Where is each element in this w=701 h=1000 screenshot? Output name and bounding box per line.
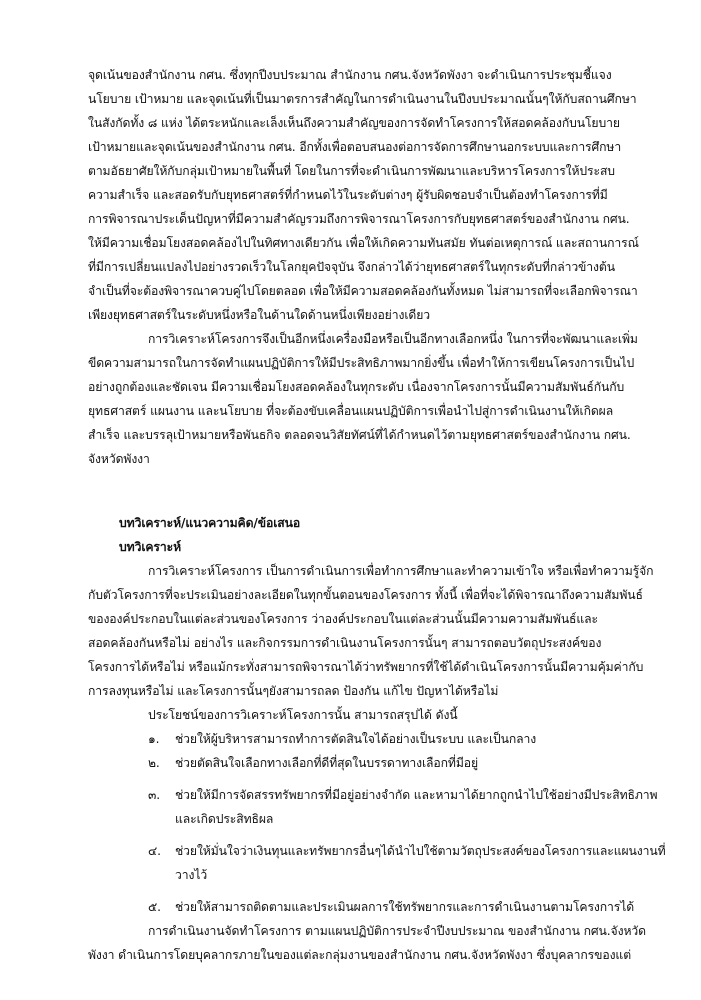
paragraph-2-line: สำเร็จ และบรรลุเป้าหมายหรือพันธกิจ ตลอดจนวิสัยทัศน์ที่ได้กำหนดไว้ตามยุทธศาสตร์ของสำนักงาน กศน. — [88, 428, 631, 442]
benefit-text: ช่วยให้สามารถติดตามและประเมินผลการใช้ทรัพยากรและการดำเนินงานตามโครงการได้ — [175, 900, 635, 914]
paragraph-1-line: ในสังกัดทั้ง ๘ แห่ง ได้ตระหนักและเล็งเห็นถึงความสำคัญของการจัดทำโครงการให้สอดคล้องกับนโยบาย — [88, 116, 620, 130]
paragraph-4-line: การดำเนินงานจัดทำโครงการ ตามแผนปฏิบัติการประจำปีงบประมาณ ของสำนักงาน กศน.จังหวัด — [148, 924, 646, 938]
paragraph-1-line: จุดเน้นของสำนักงาน กศน. ซึ่งทุกปีงบประมาณ สำนักงาน กศน.จังหวัดพังงา จะดำเนินการประชุมชี้แจง — [88, 68, 612, 82]
paragraph-3-line: การลงทุนหรือไม่ และโครงการนั้นๆยังสามารถลด ป้องกัน แก้ไข ปัญหาได้หรือไม่ — [88, 684, 499, 698]
paragraph-4-line: พังงา ดำเนินการโดยบุคลากรภายในของแต่ละกลุ่มงานของสำนักงาน กศน.จังหวัดพังงา ซึ่งบุคลากรของแต่ — [88, 948, 632, 962]
benefit-text: ช่วยให้ผู้บริหารสามารถทำการตัดสินใจได้อย่างเป็นระบบ และเป็นกลาง — [175, 732, 537, 746]
paragraph-1-line: ที่มีการเปลี่ยนแปลงไปอย่างรวดเร็วในโลกยุคปัจจุบัน จึงกล่าวได้ว่ายุทธศาสตร์ในทุกระดับที่กล่าวข้างต้น — [88, 260, 615, 274]
paragraph-1-line: เป้าหมายและจุดเน้นของสำนักงาน กศน. อีกทั้งเพื่อตอบสนองต่อการจัดการศึกษานอกระบบและการศึกษา — [88, 140, 622, 154]
benefit-text: ช่วยให้มีการจัดสรรทรัพยากรที่มีอยู่อย่างจำกัด และหามาได้ยากถูกนำไปใช้อย่างมีประสิทธิภาพ — [175, 788, 658, 802]
paragraph-2-line: ยุทธศาสตร์ แผนงาน และนโยบาย ที่จะต้องขับเคลื่อนแผนปฏิบัติการเพื่อนำไปสู่การดำเนินงานให้เกิดผล — [88, 404, 614, 418]
paragraph-1-line: นโยบาย เป้าหมาย และจุดเน้นที่เป็นมาตรการสำคัญในการดำเนินงานในปีงบประมาณนั้นๆให้กับสถานศึกษา — [88, 92, 637, 106]
paragraph-2-line: การวิเคราะห์โครงการจึงเป็นอีกหนึ่งเครื่องมือหรือเป็นอีกทางเลือกหนึ่ง ในการที่จะพัฒนาและเพิ่ม — [148, 332, 638, 346]
paragraph-2-line: ขีดความสามารถในการจัดทำแผนปฏิบัติการให้มีประสิทธิภาพมากยิ่งขึ้น เพื่อทำให้การเขียนโครงการเป็นไป — [88, 356, 635, 370]
paragraph-3-line: กับตัวโครงการที่จะประเมินอย่างละเอียดในทุกขั้นตอนของโครงการ ทั้งนี้ เพื่อที่จะได้พิจารณาถึงความสัมพันธ์ — [88, 588, 643, 602]
paragraph-1-line: เพียงยุทธศาสตร์ในระดับหนึ่งหรือในด้านใดด้านหนึ่งเพียงอย่างเดียว — [88, 308, 430, 322]
paragraph-1-line: ตามอัธยาศัยให้กับกลุ่มเป้าหมายในพื้นที่ โดยในการที่จะดำเนินการพัฒนาและบริหารโครงการให้ประสบ — [88, 164, 615, 178]
subsection-heading: บทวิเคราะห์ — [119, 540, 182, 554]
benefits-intro: ประโยชน์ของการวิเคราะห์โครงการนั้น สามารถสรุปได้ ดังนี้ — [148, 708, 458, 722]
benefit-number: ๕. — [148, 900, 161, 914]
paragraph-3-line: การวิเคราะห์โครงการ เป็นการดำเนินการเพื่อทำการศึกษาและทำความเข้าใจ หรือเพื่อทำความรู้จัก — [148, 564, 654, 578]
paragraph-1-line: ความสำเร็จ และสอดรับกับยุทธศาสตร์ที่กำหนดไว้ในระดับต่างๆ ผู้รับผิดชอบจำเป็นต้องทำโครงการที่มี — [88, 188, 608, 202]
paragraph-3-line: โครงการได้หรือไม่ หรือแม้กระทั่งสามารถพิจารณาได้ว่าทรัพยากรที่ใช้ได้ดำเนินโครงการนั้นมีความคุ้มค่ากับ — [88, 660, 644, 674]
benefit-number: ๔. — [148, 844, 161, 858]
paragraph-2-line: อย่างถูกต้องและชัดเจน มีความเชื่อมโยงสอดคล้องในทุกระดับ เนื่องจากโครงการนั้นมีความสัมพันธ์กันกับ — [88, 380, 625, 394]
section-heading: บทวิเคราะห์/แนวความคิด/ข้อเสนอ — [119, 516, 301, 530]
benefit-text: และเกิดประสิทธิผล — [175, 812, 274, 826]
paragraph-3-line: สอดคล้องกันหรือไม่ อย่างไร และกิจกรรมการดำเนินงานโครงการนั้นๆ สามารถตอบวัตถุประสงค์ของ — [88, 636, 602, 650]
paragraph-3-line: ขององค์ประกอบในแต่ละส่วนของโครงการ ว่าองค์ประกอบในแต่ละส่วนนั้นมีความความสัมพันธ์และ — [88, 612, 598, 626]
benefit-number: ๓. — [148, 788, 161, 802]
paragraph-1-line: ให้มีความเชื่อมโยงสอดคล้องไปในทิศทางเดียวกัน เพื่อให้เกิดความทันสมัย ทันต่อเหตุการณ์ และสถานการณ์ — [88, 236, 639, 250]
paragraph-2-line: จังหวัดพังงา — [88, 452, 150, 466]
paragraph-1-line: การพิจารณาประเด็นปัญหาที่มีความสำคัญรวมถึงการพิจารณาโครงการกับยุทธศาสตร์ของสำนักงาน กศน. — [88, 212, 630, 226]
benefit-text: ช่วยตัดสินใจเลือกทางเลือกที่ดีที่สุดในบรรดาทางเลือกที่มีอยู่ — [175, 756, 479, 770]
benefit-text: วางไว้ — [175, 868, 208, 882]
benefit-number: ๒. — [148, 756, 160, 770]
benefit-number: ๑. — [148, 732, 160, 746]
benefit-text: ช่วยให้มั่นใจว่าเงินทุนและทรัพยากรอื่นๆได้นำไปใช้ตามวัตถุประสงค์ของโครงการและแผนงานที่ — [175, 844, 666, 858]
paragraph-1-line: จำเป็นที่จะต้องพิจารณาควบคู่ไปโดยตลอด เพื่อให้มีความสอดคล้องกันทั้งหมด ไม่สามารถที่จะเลือกพิจารณา — [88, 284, 638, 298]
